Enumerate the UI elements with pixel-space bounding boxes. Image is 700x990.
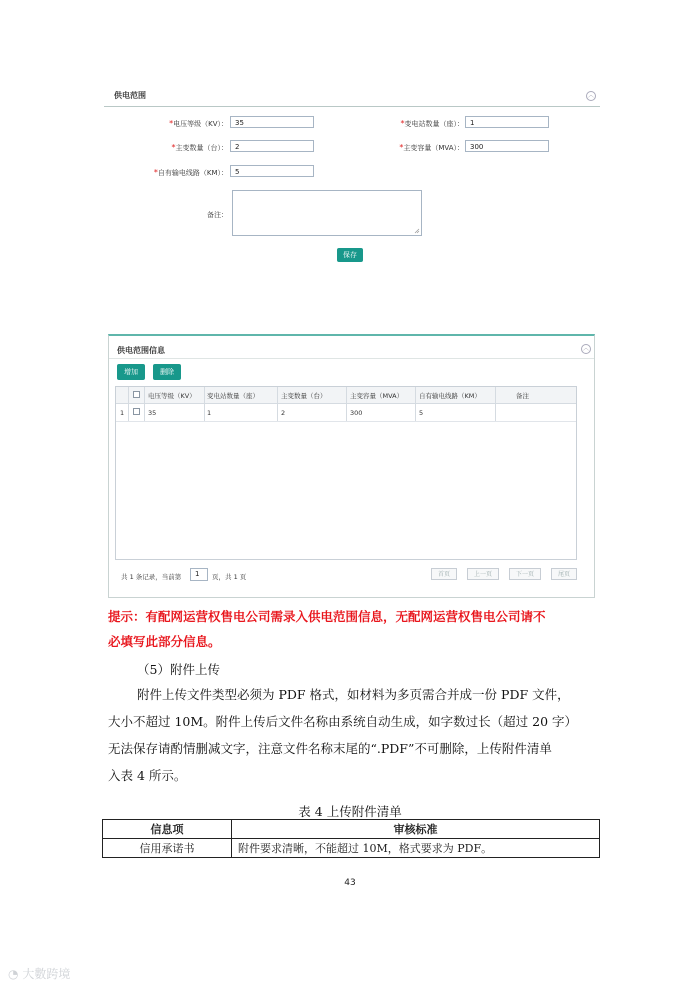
substation-count-input[interactable]: 1 [465, 116, 549, 128]
table-cell: 35 [148, 409, 157, 417]
transformer-capacity-label-text: 主变容量（MVA）： [403, 144, 464, 152]
select-all-checkbox[interactable] [133, 391, 140, 398]
table-header-cell: 信息项 [103, 820, 232, 839]
supply-range-info-panel [108, 334, 595, 598]
paragraph-line: 无法保存请酌情删减文字，注意文件名称末尾的“.PDF”不可删除，上传附件清单 [108, 741, 552, 756]
header-divider [109, 358, 594, 359]
paragraph-line: 入表 4 所示。 [108, 768, 187, 783]
notice-text [108, 604, 608, 654]
page-number-input[interactable]: 1 [190, 568, 208, 581]
notice-line: 提示：有配网运营权售电公司需录入供电范围信息，无配网运营权售电公司请不 [108, 609, 546, 624]
table-cell: 信用承诺书 [103, 839, 232, 858]
paragraph-line: 大小不超过 10M。附件上传后文件名称由系统自动生成，如字数过长（超过 20 字） [108, 714, 578, 729]
required-mark: * [169, 119, 174, 128]
paragraph-line: 附件上传文件类型必须为 PDF 格式，如材料为多页需合并成一份 PDF 文件， [137, 687, 570, 702]
transformer-count-label [144, 143, 228, 153]
page-number: 43 [344, 878, 356, 888]
next-page-button[interactable]: 下一页 [509, 568, 541, 580]
remark-label: 备注： [207, 211, 228, 219]
table-cell: 2 [281, 409, 286, 417]
table-cell: 1 [207, 409, 212, 417]
panel-header [104, 84, 600, 107]
required-mark: * [400, 119, 405, 128]
row-number: 1 [120, 409, 125, 417]
remark-textarea[interactable] [232, 190, 422, 236]
transmission-line-label-text: 自有输电线路（KM）： [157, 169, 228, 177]
substation-count-label [374, 119, 464, 129]
column-header[interactable]: 备注 [516, 392, 529, 400]
transformer-capacity-label [374, 143, 464, 153]
first-page-button[interactable]: 首页 [431, 568, 457, 580]
transmission-line-input[interactable]: 5 [230, 165, 314, 177]
pager-records-text: 共 1 条记录，当前第 [121, 573, 182, 581]
panel-title: 供电范围 [114, 91, 146, 100]
section-heading: （5）附件上传 [137, 662, 220, 677]
column-header[interactable]: 主变容量（MVA） [350, 392, 404, 400]
watermark-mark-icon: ◔ [8, 967, 19, 981]
transmission-line-label [124, 168, 228, 178]
required-mark: * [399, 143, 404, 152]
table-caption: 表 4 上传附件清单 [298, 804, 402, 819]
panel-title: 供电范围信息 [117, 346, 165, 355]
data-grid [115, 386, 577, 560]
column-header[interactable]: 主变数量（台） [281, 392, 327, 400]
required-mark: * [171, 143, 176, 152]
save-button[interactable]: 保存 [337, 248, 363, 262]
table-row[interactable] [116, 404, 576, 422]
supply-range-form-panel [104, 84, 600, 272]
table-header-cell: 审核标准 [232, 820, 600, 839]
voltage-label [144, 119, 228, 129]
circle-chevron-icon[interactable]: ︿ [582, 345, 589, 352]
pager-total-text: 页，共 1 页 [212, 573, 247, 581]
table-cell: 5 [419, 409, 424, 417]
circle-chevron-icon[interactable]: ︿ [587, 92, 594, 99]
last-page-button[interactable]: 尾页 [551, 568, 577, 580]
notice-line: 必填写此部分信息。 [108, 634, 221, 649]
table-cell: 附件要求清晰，不能超过 10M，格式要求为 PDF。 [232, 839, 600, 858]
table-cell: 300 [350, 409, 363, 417]
watermark-logo [8, 965, 70, 982]
prev-page-button[interactable]: 上一页 [467, 568, 499, 580]
transformer-count-label-text: 主变数量（台）： [175, 144, 228, 152]
row-checkbox[interactable] [133, 408, 140, 415]
attachment-table [102, 819, 600, 858]
column-header[interactable]: 变电站数量（座） [207, 392, 259, 400]
add-button[interactable]: 增加 [117, 364, 145, 380]
transformer-count-input[interactable]: 2 [230, 140, 314, 152]
voltage-label-text: 电压等级（KV）： [173, 120, 228, 128]
column-header[interactable]: 电压等级（KV） [148, 392, 196, 400]
table-row [103, 839, 600, 858]
substation-count-label-text: 变电站数量（座）： [404, 120, 464, 128]
transformer-capacity-input[interactable]: 300 [465, 140, 549, 152]
resize-grip-icon[interactable] [414, 228, 420, 234]
delete-button[interactable]: 删除 [153, 364, 181, 380]
required-mark: * [153, 168, 158, 177]
table-header-row [103, 820, 600, 839]
watermark-text: 大數跨境 [22, 967, 71, 981]
column-header[interactable]: 自有输电线路（KM） [419, 392, 481, 400]
voltage-input[interactable]: 35 [230, 116, 314, 128]
